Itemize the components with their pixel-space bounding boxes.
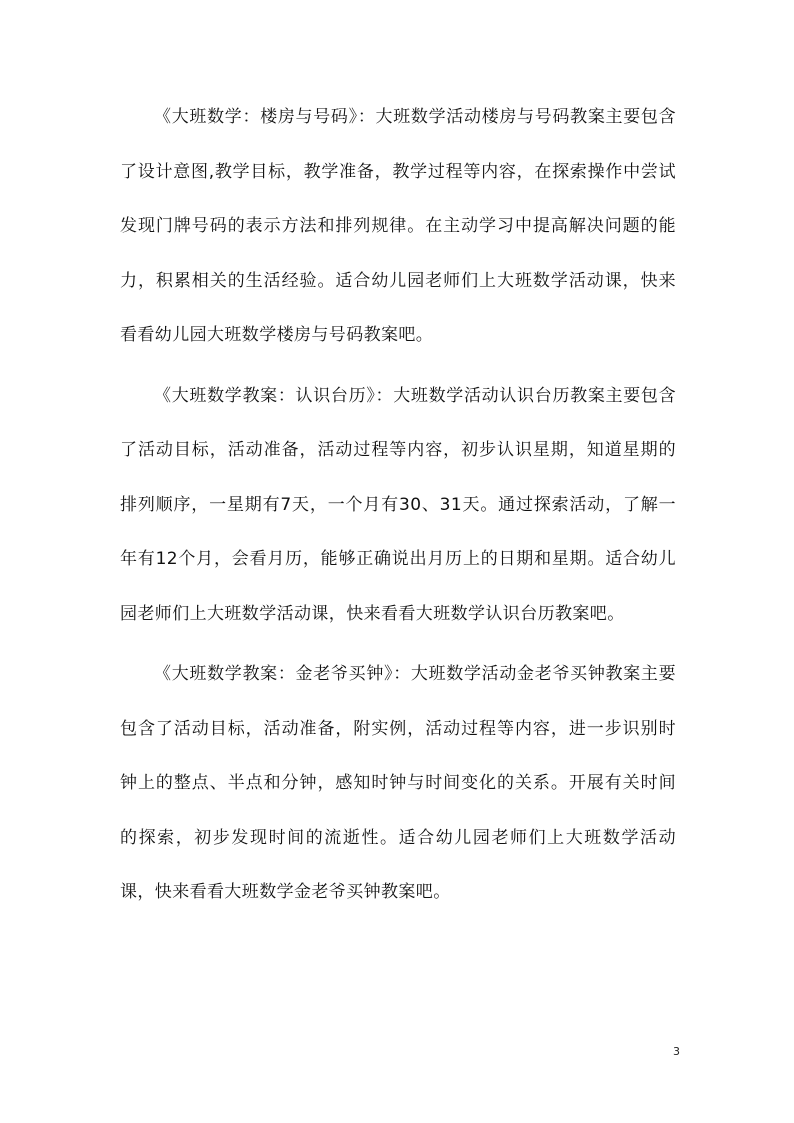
document-body xyxy=(120,90,676,926)
paragraph-desk-calendar: 《大班数学教案：认识台历》：大班数学活动认识台历教案主要包含了活动目标，活动准备，活动过程等内容，初步认识星期，知道星期的排列顺序，一星期有7天，一个月有30、31天。通过探索活动，了解一年有12个月，会看月历，能够正确说出月历上的日期和星期。适合幼儿园老师们上大班数学活动课，快来看看大班数学认识台历教案吧。 xyxy=(120,385,676,624)
page-number: 3 xyxy=(673,1045,680,1058)
paragraph-buying-clock: 《大班数学教案：金老爷买钟》：大班数学活动金老爷买钟教案主要包含了活动目标，活动准备，附实例，活动过程等内容，进一步识别时钟上的整点、半点和分钟，感知时钟与时间变化的关系。开展有关时间的探索，初步发现时间的流逝性。适合幼儿园老师们上大班数学活动课，快来看看大班数学金老爷买钟教案吧。 xyxy=(120,664,676,902)
paragraph-building-numbers: 《大班数学：楼房与号码》：大班数学活动楼房与号码教案主要包含了设计意图,教学目标，教学准备，教学过程等内容，在探索操作中尝试发现门牌号码的表示方法和排列规律。在主动学习中提高解决问题的能力，积累相关的生活经验。适合幼儿园老师们上大班数学活动课，快来看看幼儿园大班数学楼房与号码教案吧。 xyxy=(120,107,676,345)
